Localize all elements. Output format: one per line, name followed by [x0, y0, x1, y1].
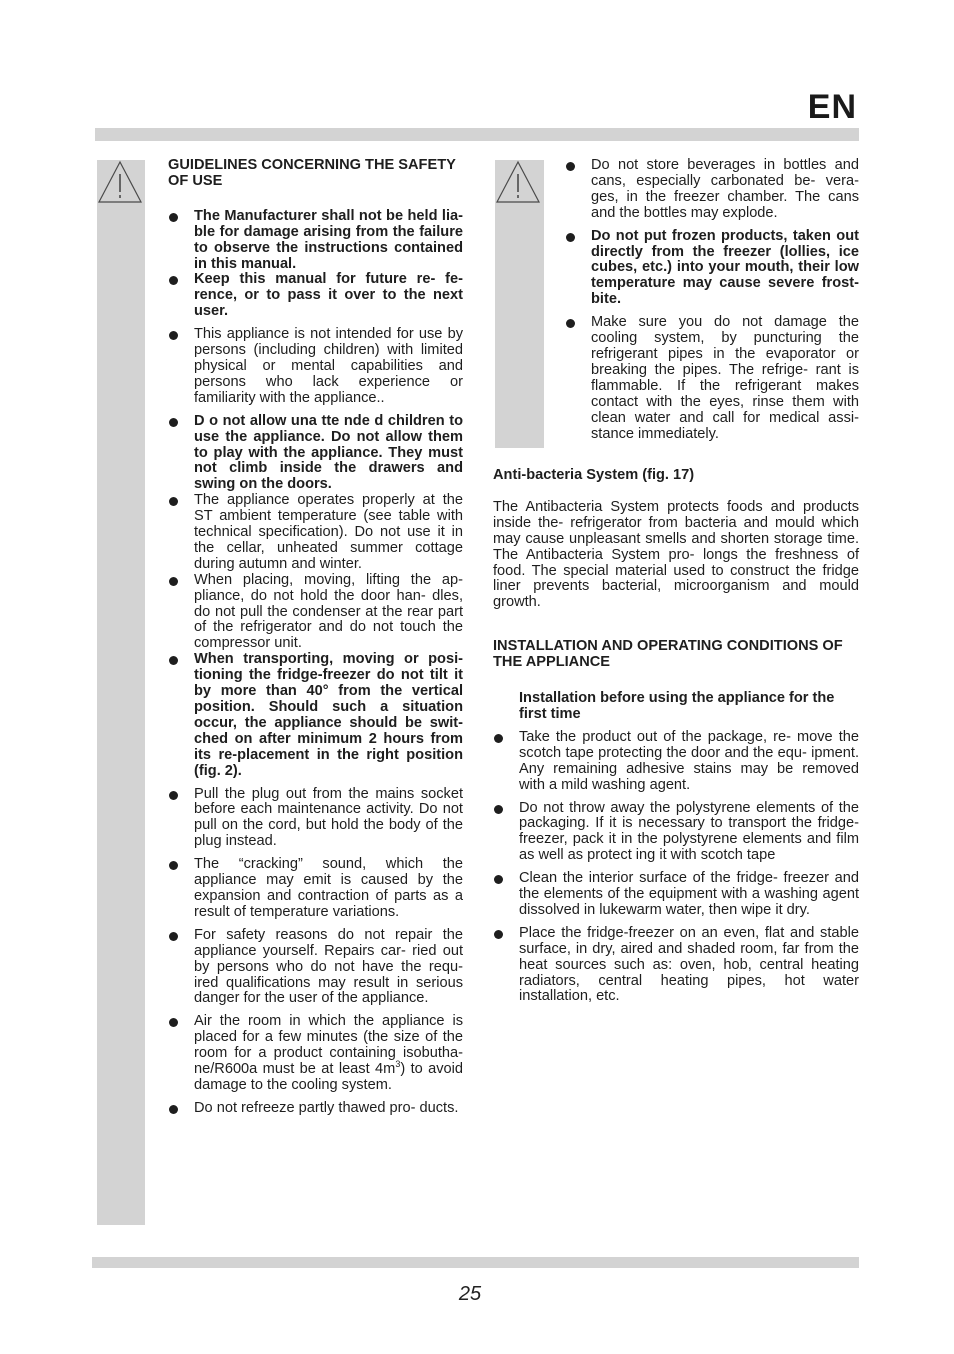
list-item: For safety reasons do not repair the appliance yourself. Repairs car- ried out by persons who do not have the requ- ired qualifications may result in serious danger for the user of the appliance. [168, 928, 463, 1008]
list-item: Take the product out of the package, re- move the scotch tape protecting the door and the equ- ipment. Any remaining adhesive stains may be removed with a mild washing agent. [493, 730, 859, 794]
right-column [493, 468, 859, 1005]
list-item [168, 1014, 463, 1094]
list-item: Do not put frozen products, taken out directly from the freezer (lollies, ice cubes, etc.) into your mouth, their low temperature may cause severe frost-bite. [565, 229, 859, 309]
bottom-divider-bar [92, 1257, 859, 1268]
air-item-text-end: ) to avoid damage to the cooling system. [194, 1061, 463, 1093]
list-item: Do not throw away the polystyrene elements of the packaging. If it is necessary to transport the fridge-freezer, pack it in the polystyrene elements and film as well as protect ing it with scotch tape [493, 801, 859, 865]
list-item: When placing, moving, lifting the ap- pliance, do not hold the door han- dles, do not pull the condenser at the rear part of the refrigerator and do not touch the compressor unit. [168, 573, 463, 653]
list-item: When transporting, moving or posi- tioning the fridge-freezer do not tilt it by more than 40° from the vertical position. Should such a situation occur, the appliance should be swit- ched on after minimum 2 hours from its re-placement in the right position (fig. 2). [168, 652, 463, 779]
list-item: Make sure you do not damage the cooling system, by puncturing the refrigerant pipes in the evaporator or breaking the pipes. The refrige- rant is flammable. If the refrigerant makes contact with the eyes, rinse them with clean water and call for medical assi- stance immediately. [565, 315, 859, 442]
list-item: Place the fridge-freezer on an even, flat and stable surface, in dry, aired and shaded room, far from the heat sources such as: oven, hob, central heating radiators, central heating pipes, hot water installation, etc. [493, 926, 859, 1006]
installation-subheading: Installation before using the appliance for the first time [519, 690, 835, 722]
warning-list [565, 158, 859, 442]
list-item: Pull the plug out from the mains socket before each maintenance activity. Do not pull on the cord, but hold the body of the plug instead. [168, 787, 463, 851]
antibacteria-heading: Anti-bacteria System (fig. 17) [493, 467, 695, 483]
language-code: EN [807, 88, 857, 126]
left-margin-stripe [97, 160, 145, 1225]
safety-list [168, 209, 463, 1117]
page-number: 25 [458, 1283, 482, 1305]
right-warning-column [565, 158, 859, 442]
air-item-text: Air the room in which the appliance is placed for a few minutes (the size of the room for a product containing isobutha- ne/R600a must be at least 4m [194, 1013, 463, 1078]
installation-list [493, 730, 859, 1006]
warning-triangle-icon [97, 160, 143, 204]
list-item: The “cracking” sound, which the appliance may emit is caused by the expansion and contraction of parts as a result of temperature variations. [168, 857, 463, 921]
antibacteria-paragraph: The Antibacteria System protects foods and products inside the- refrigerator from bacteria and mould which may cause unpleasant smells and shorten storage time. The Antibacteria System pro- longs the freshness of food. The special material used to construct the fridge liner prevents bacterial, microorganism and mould growth. [493, 498, 859, 611]
list-item: D o not allow una tte nde d children to use the appliance. Do not allow them to play with the appliance. They must not climb inside the drawers and swing on the doors. [168, 414, 463, 494]
list-item: Clean the interior surface of the fridge- freezer and the elements of the equipment with a washing agent dissolved in lukewarm water, then wipe it dry. [493, 871, 859, 919]
list-item: Do not refreeze partly thawed pro- ducts. [168, 1101, 463, 1117]
warning-triangle-icon [495, 160, 541, 204]
list-item: Keep this manual for future re- fe- rence, or to pass it over to the next user. [168, 272, 463, 320]
list-item: This appliance is not intended for use by persons (including children) with limited physical or mental capabilities and persons who lack experience or familiarity with the appliance.. [168, 327, 463, 407]
list-item: The Manufacturer shall not be held lia- ble for damage arising from the failure to observe the instructions contained in this manual. [168, 209, 463, 273]
installation-heading: INSTALLATION AND OPERATING CONDITIONS OF THE APPLIANCE [493, 638, 843, 671]
superscript: 3 [395, 1059, 401, 1070]
top-divider-bar [95, 128, 859, 141]
safety-heading: GUIDELINES CONCERNING THE SAFETY OF USE [168, 157, 456, 189]
list-item: The appliance operates properly at the ST ambient temperature (see table with technical specification). Do not use it in the cellar, unheated summer cottage during autumn and winter. [168, 493, 463, 573]
list-item: Do not store beverages in bottles and cans, especially carbonated be- vera- ges, in the freezer chamber. The cans and the bottles may explode. [565, 158, 859, 222]
left-column [168, 158, 463, 1117]
